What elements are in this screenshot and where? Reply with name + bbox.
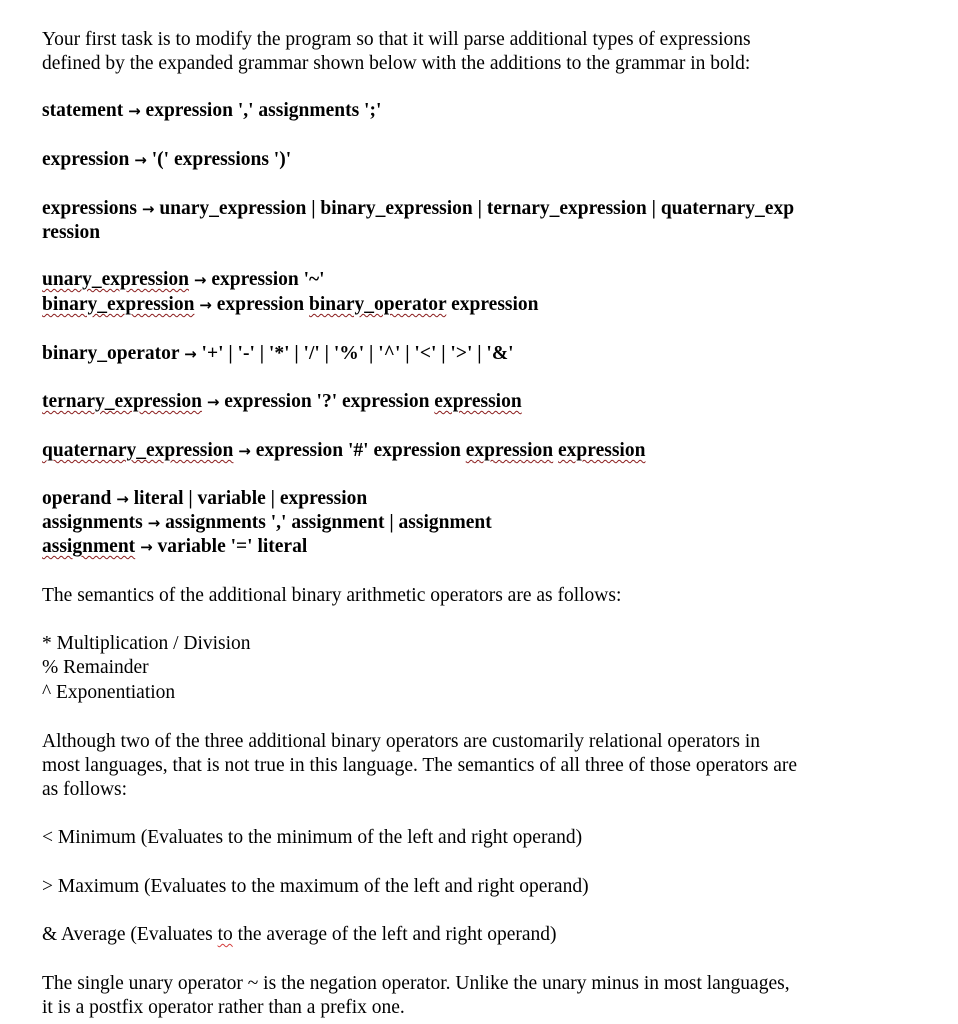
arrow-symbol: → [184,345,197,363]
rule-assignment [42,535,307,559]
arrow-symbol: → [140,538,153,556]
arith-op-multiplication: * Multiplication / Division [42,633,251,654]
rule-rhs: expression '#' expression [255,440,461,461]
rule-rhs: expression '?' expression [224,391,430,412]
semantics-intro: The semantics of the additional binary arithmetic operators are as follows: [42,585,622,606]
rule-expressions [42,197,794,221]
intro-line-2: defined by the expanded grammar shown below with the additions to the grammar in bold: [42,53,751,74]
unary-para-line-2: it is a postfix operator rather than a prefix one. [42,997,405,1018]
rel-op-maximum: > Maximum (Evaluates to the maximum of the left and right operand) [42,876,589,897]
rule-rhs: expression [216,294,305,315]
rule-rhs: expression [558,440,646,461]
intro-line-1: Your first task is to modify the program so that it will parse additional types of expressions [42,29,751,50]
rule-lhs: ternary_expression [42,391,202,412]
rule-lhs: assignment [42,536,136,557]
arrow-symbol: → [147,514,161,532]
rule-operand [42,487,367,511]
rel-op-average-text: & Average (Evaluates [42,924,218,945]
rule-rhs: assignments ',' assignment | assignment [165,512,492,533]
rule-binary [42,293,539,317]
arith-op-exponentiation: ^ Exponentiation [42,682,176,703]
rule-lhs: operand [42,488,112,509]
rule-lhs: quaternary_expression [42,440,234,461]
rule-binary-operator [42,342,514,366]
rule-lhs: expression [42,149,130,170]
relational-para-line-2: most languages, that is not true in this language. The semantics of all three of those operators are [42,755,798,776]
relational-para-line-1: Although two of the three additional binary operators are customarily relational operators in [42,731,761,752]
rule-lhs: statement [42,100,124,121]
rule-lhs: unary_expression [42,269,189,290]
arrow-symbol: → [116,490,129,508]
rule-statement [42,99,381,123]
unary-para-line-1: The single unary operator ~ is the negation operator. Unlike the unary minus in most languages, [42,973,790,994]
rule-rhs: literal | variable | expression [133,488,368,509]
rel-op-average-text: the average of the left and right operand) [232,924,557,945]
rule-lhs: binary_operator [42,343,180,364]
arrow-symbol: → [128,102,141,120]
rule-rhs: '+' | '-' | '*' | '/' | '%' | '^' | '<' | '>' | '&' [201,343,514,364]
rule-rhs: expression [465,440,554,461]
rule-rhs: unary_expression | binary_expression | ternary_expression | quaternary_exp [159,198,795,219]
rule-rhs: expression '~' [211,269,325,290]
arrow-symbol: → [206,393,220,411]
rule-rhs: variable '=' literal [157,536,308,557]
arrow-symbol: → [134,151,147,169]
rule-lhs: expressions [42,198,137,219]
rel-op-average [42,923,557,947]
rule-ternary [42,390,522,414]
rule-rhs-operator: binary_operator [309,294,447,315]
arrow-symbol: → [193,271,207,289]
rule-rhs: expression [434,391,522,412]
rule-expression [42,148,291,172]
rule-lhs: binary_expression [42,294,195,315]
rule-unary [42,268,325,292]
rule-rhs: '(' expressions ')' [151,149,292,170]
rel-op-average-flagged-word: to [217,924,233,945]
rule-assignments [42,511,492,535]
rel-op-minimum: < Minimum (Evaluates to the minimum of the left and right operand) [42,827,583,848]
rule-expressions-cont: ression [42,222,101,243]
arrow-symbol: → [199,296,212,314]
rule-quaternary [42,439,645,463]
rule-lhs: assignments [42,512,143,533]
rule-rhs: expression ',' assignments ';' [145,100,382,121]
arrow-symbol: → [238,442,251,460]
rule-rhs: expression [451,294,539,315]
arith-op-remainder: % Remainder [42,657,149,678]
relational-para-line-3: as follows: [42,779,128,800]
arrow-symbol: → [141,200,155,218]
